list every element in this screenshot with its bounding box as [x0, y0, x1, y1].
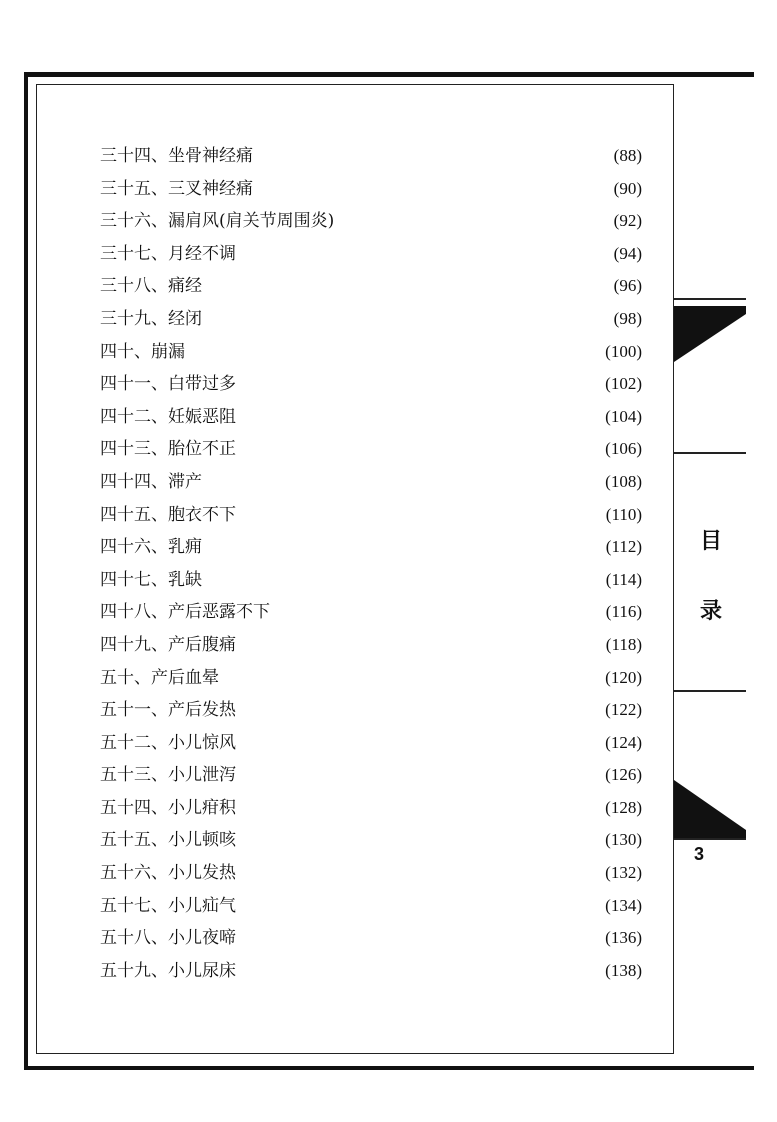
- toc-entry: [100, 205, 650, 238]
- toc-entry-page: (102): [605, 374, 642, 394]
- toc-entry-title: 五十七、小儿疝气: [100, 895, 236, 916]
- toc-entry: [100, 336, 650, 369]
- toc-entry-title: 五十二、小儿惊风: [100, 732, 236, 753]
- toc-entry: [100, 499, 650, 532]
- toc-entry-page: (134): [605, 895, 642, 915]
- toc-entry-page: (96): [613, 276, 642, 296]
- toc-entry: [100, 662, 650, 695]
- toc-entry-title: 四十五、胞衣不下: [100, 504, 236, 525]
- side-wedge-bottom: [674, 780, 746, 838]
- toc-entry-title: 四十六、乳痈: [100, 537, 202, 558]
- toc-entry-title: 五十一、产后发热: [100, 700, 236, 721]
- side-tab-char-lu: 录: [699, 599, 722, 624]
- toc-entry: [100, 401, 650, 434]
- toc-entry-title: 五十八、小儿夜啼: [100, 928, 236, 949]
- toc-entry-title: 四十三、胎位不正: [100, 439, 236, 460]
- side-rule-upper: [674, 452, 746, 454]
- toc-entry-title: 五十九、小儿尿床: [100, 960, 236, 981]
- toc-entry: [100, 433, 650, 466]
- toc-entry: [100, 596, 650, 629]
- toc-entry-title: 四十八、产后恶露不下: [100, 602, 270, 623]
- toc-entry: [100, 792, 650, 825]
- page-number: 3: [694, 844, 705, 864]
- side-rule-lower: [674, 690, 746, 692]
- toc-entry-title: 五十五、小儿顿咳: [100, 830, 236, 851]
- toc-entry: [100, 824, 650, 857]
- toc-entry-title: 五十、产后血晕: [100, 667, 219, 688]
- side-rule-bottom: [674, 838, 746, 840]
- side-wedge-top: [674, 306, 746, 362]
- toc-entry-title: 五十三、小儿泄泻: [100, 765, 236, 786]
- toc-entry-title: 四十七、乳缺: [100, 569, 202, 590]
- toc-entry-page: (128): [605, 797, 642, 817]
- toc-entry: [100, 238, 650, 271]
- toc-entry-page: (92): [613, 211, 642, 231]
- toc-entry-page: (100): [605, 341, 642, 361]
- toc-entry-title: 四十、崩漏: [100, 341, 185, 362]
- toc-entry-page: (110): [605, 504, 642, 524]
- toc-entry: [100, 368, 650, 401]
- toc-entry-page: (130): [605, 830, 642, 850]
- toc-entry: [100, 564, 650, 597]
- toc-entry-page: (114): [605, 569, 642, 589]
- toc-entry-title: 五十六、小儿发热: [100, 863, 236, 884]
- toc-entry: [100, 531, 650, 564]
- toc-entry-page: (122): [605, 700, 642, 720]
- toc-entry: [100, 857, 650, 890]
- toc-entry-title: 三十九、经闭: [100, 308, 202, 329]
- toc-entry-page: (108): [605, 471, 642, 491]
- toc-entry-page: (124): [605, 732, 642, 752]
- table-of-contents: [100, 140, 650, 987]
- toc-entry-title: 四十九、产后腹痛: [100, 634, 236, 655]
- toc-entry-page: (138): [605, 960, 642, 980]
- toc-entry-page: (94): [613, 243, 642, 263]
- toc-entry-page: (104): [605, 406, 642, 426]
- toc-entry-title: 三十五、三叉神经痛: [100, 178, 253, 199]
- toc-entry-title: 三十七、月经不调: [100, 243, 236, 264]
- toc-entry-page: (116): [605, 602, 642, 622]
- toc-entry-title: 四十一、白带过多: [100, 374, 236, 395]
- toc-entry: [100, 270, 650, 303]
- side-rule-top: [674, 298, 746, 300]
- toc-entry-title: 三十六、漏肩风(肩关节周围炎): [100, 211, 335, 232]
- toc-entry: [100, 759, 650, 792]
- toc-entry-title: 四十四、滞产: [100, 471, 202, 492]
- toc-entry-page: (112): [605, 537, 642, 557]
- toc-entry-title: 四十二、妊娠恶阻: [100, 406, 236, 427]
- side-tab-char-mu: 目: [699, 529, 722, 554]
- toc-entry: [100, 727, 650, 760]
- toc-entry: [100, 173, 650, 206]
- toc-entry-page: (98): [613, 308, 642, 328]
- toc-entry-title: 三十八、痛经: [100, 276, 202, 297]
- toc-entry-page: (118): [605, 634, 642, 654]
- toc-entry-page: (88): [613, 146, 642, 165]
- toc-entry: [100, 890, 650, 923]
- toc-entry: [100, 955, 650, 988]
- toc-entry: [100, 303, 650, 336]
- toc-entry-page: (90): [613, 178, 642, 198]
- toc-entry-page: (136): [605, 928, 642, 948]
- toc-entry-page: (132): [605, 863, 642, 883]
- toc-entry-page: (106): [605, 439, 642, 459]
- toc-entry: [100, 629, 650, 662]
- toc-entry-page: (126): [605, 765, 642, 785]
- toc-entry-page: (120): [605, 667, 642, 687]
- toc-entry: [100, 466, 650, 499]
- toc-entry-title: 三十四、坐骨神经痛: [100, 146, 253, 166]
- toc-entry-title: 五十四、小儿疳积: [100, 797, 236, 818]
- toc-entry: [100, 922, 650, 955]
- toc-entry: [100, 694, 650, 727]
- toc-entry: [100, 140, 650, 173]
